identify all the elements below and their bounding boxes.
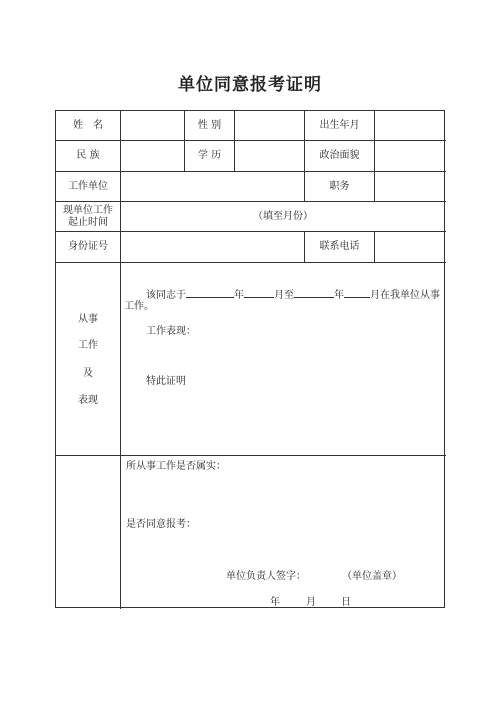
agree-label: 是否同意报考： [126,519,196,530]
work-period-field[interactable]: （填至月份） [253,210,313,222]
education-field[interactable] [235,141,304,171]
political-field[interactable] [375,141,445,171]
phone-label: 联系电话 [319,241,360,252]
work-section-label-2: 工作 [78,340,98,351]
position-label: 职务 [329,180,350,192]
seal-label: （单位盖章） [342,571,402,582]
date-year: 年 [270,597,280,608]
statement-line1 [146,287,440,302]
page-title: 单位同意报考证明 [178,75,322,95]
performance-label: 工作表现： [146,326,196,337]
work-section-label-4: 表现 [78,395,98,406]
education-label: 学 历 [197,150,222,161]
work-unit-field[interactable] [121,172,304,201]
work-section-label-1: 从事 [78,314,98,325]
start-year-blank[interactable] [186,287,234,298]
birth-label: 出生年月 [319,119,360,131]
gender-label: 性 别 [197,119,222,131]
statement-suffix: 月在我单位从事 [370,290,440,301]
statement-year1: 年 [234,290,244,301]
statement-month-to: 月至 [274,290,294,301]
work-period-label-line1: 现单位工作 [63,204,113,216]
signature-label: 单位负责人签字： [226,571,306,582]
political-label: 政治面貌 [319,150,360,161]
date-month: 月 [306,597,316,608]
truthful-label: 所从事工作是否属实： [126,461,226,472]
end-year-blank[interactable] [294,287,334,298]
ethnicity-field[interactable] [121,141,184,171]
id-number-field[interactable] [121,232,304,262]
statement-prefix: 该同志于 [146,290,186,301]
end-month-blank[interactable] [344,287,370,298]
gender-field[interactable] [235,111,304,140]
certify-text: 特此证明 [146,376,186,387]
statement-year2: 年 [334,290,344,301]
position-field[interactable] [375,172,445,201]
phone-field[interactable] [375,232,445,262]
statement-line2: 工作。 [124,301,154,312]
work-period-label-line2: 起止时间 [68,216,108,228]
date-day: 日 [341,597,351,608]
work-section-label-3: 及 [83,368,93,379]
form-table [55,110,445,608]
start-month-blank[interactable] [244,287,274,298]
ethnicity-label: 民 族 [76,150,100,161]
work-unit-label: 工作单位 [68,180,108,192]
name-label: 姓 名 [73,119,103,131]
birth-field[interactable] [375,111,445,140]
id-number-label: 身份证号 [68,241,108,252]
name-field[interactable] [121,111,184,140]
work-period-label [56,202,120,231]
